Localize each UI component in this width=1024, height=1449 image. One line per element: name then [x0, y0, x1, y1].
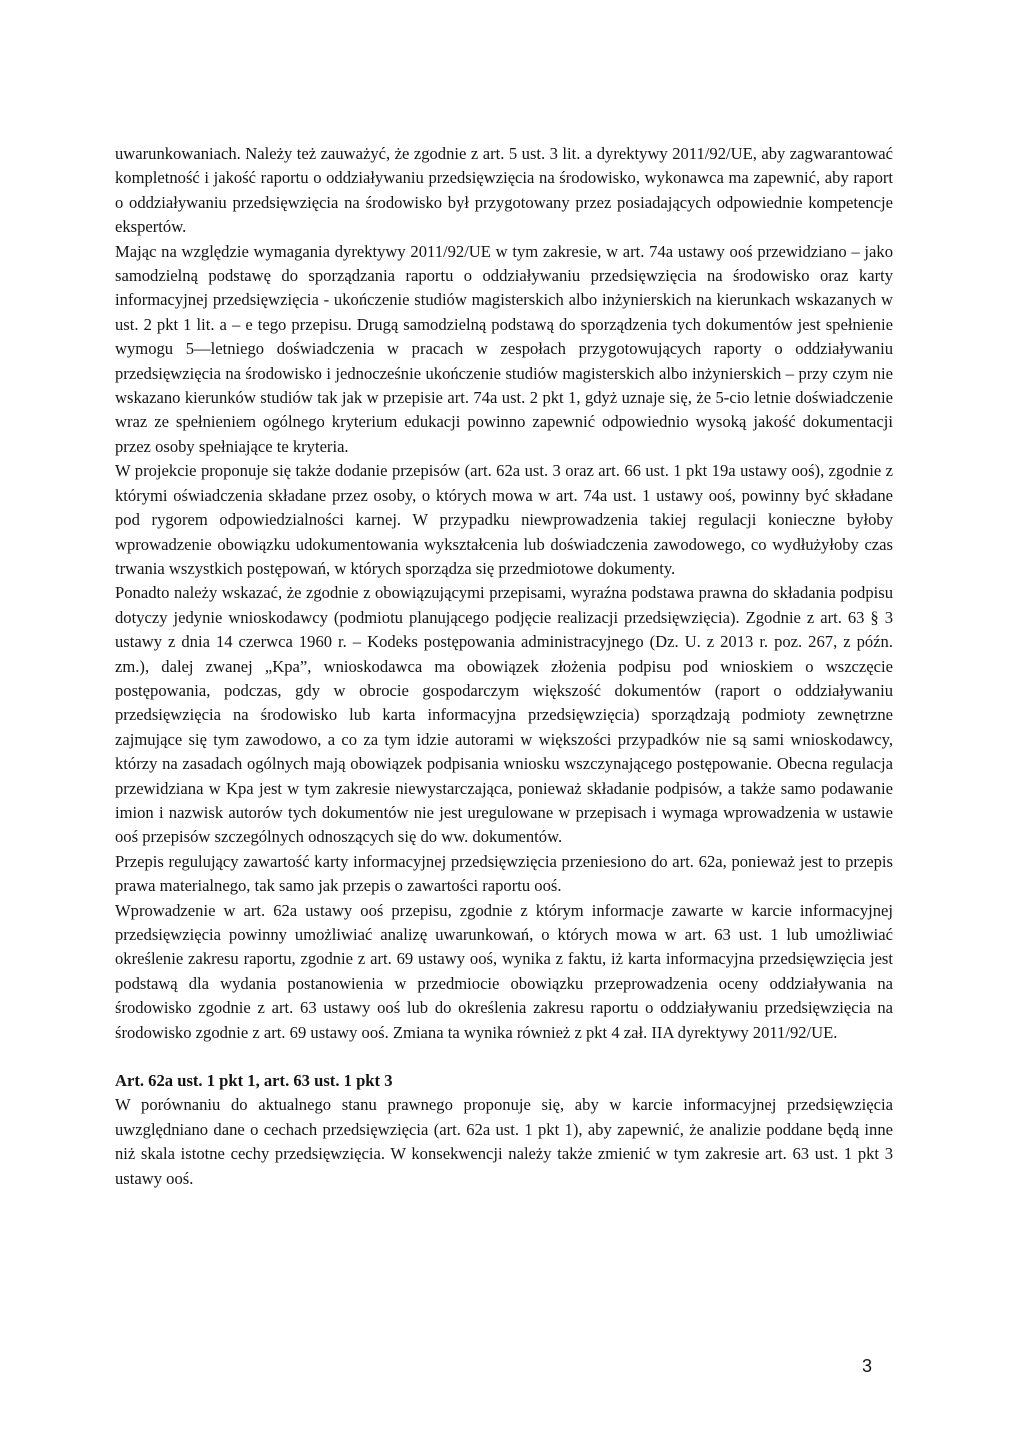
- page-number: 3: [862, 1356, 873, 1376]
- paragraph-4: Ponadto należy wskazać, że zgodnie z obowiązującymi przepisami, wyraźna podstawa prawna do składania podpisu dotyczy jedynie wnioskodawcy (podmiotu planującego podjęcie realizacji przedsięwzięcia). Zgodnie z art. 63 § 3 ustawy z dnia 14 czerwca 1960 r. – Kodeks postępowania administracyjnego (Dz. U. z 2013 r. poz. 267, z późn. zm.), dalej zwanej „Kpa”, wnioskodawca ma obowiązek złożenia podpisu pod wnioskiem o wszczęcie postępowania, podczas, gdy w obrocie gospodarczym większość dokumentów (raport o oddziaływaniu przedsięwzięcia na środowisko lub karta informacyjna przedsięwzięcia) sporządzają podmioty zewnętrzne zajmujące się tym zawodowo, a co za tym idzie autorami w większości przypadków nie są sami wnioskodawcy, którzy na zasadach ogólnych mają obowiązek podpisania wniosku wszczynającego postępowanie. Obecna regulacja przewidziana w Kpa jest w tym zakresie niewystarczająca, ponieważ składanie podpisów, a także samo podawanie imion i nazwisk autorów tych dokumentów nie jest uregulowane w przepisach i wymaga wprowadzenia w ustawie ooś przepisów szczególnych odnoszących się do ww. dokumentów.: [115, 583, 893, 847]
- paragraph-5: Przepis regulujący zawartość karty informacyjnej przedsięwzięcia przeniesiono do art. 62a, ponieważ jest to przepis prawa materialnego, tak samo jak przepis o zawartości raportu ooś.: [115, 851, 893, 896]
- section-spacer: [115, 1045, 893, 1069]
- document-body: [115, 142, 893, 1191]
- paragraph-1: uwarunkowaniach. Należy też zauważyć, że zgodnie z art. 5 ust. 3 lit. a dyrektywy 2011/92/UE, aby zagwarantować kompletność i jakość raportu o oddziaływaniu przedsięwzięcia na środowisko, wykonawca ma zapewnić, aby raport o oddziaływaniu przedsięwzięcia na środowisko był przygotowany przez posiadających odpowiednie kompetencje ekspertów.: [115, 144, 893, 237]
- section-paragraph: W porównaniu do aktualnego stanu prawnego proponuje się, aby w karcie informacyjnej przedsięwzięcia uwzględniano dane o cechach przedsięwzięcia (art. 62a ust. 1 pkt 1), aby zapewnić, że analizie poddane będą inne niż skala istotne cechy przedsięwzięcia. W konsekwencji należy także zmienić w tym zakresie art. 63 ust. 1 pkt 3 ustawy ooś.: [115, 1095, 893, 1188]
- paragraph-6: Wprowadzenie w art. 62a ustawy ooś przepisu, zgodnie z którym informacje zawarte w karcie informacyjnej przedsięwzięcia powinny umożliwiać analizę uwarunkowań, o których mowa w art. 63 ust. 1 lub umożliwiać określenie zakresu raportu, zgodnie z art. 69 ustawy ooś, wynika z faktu, iż karta informacyjna przedsięwzięcia jest podstawą dla wydania postanowienia w przedmiocie obowiązku przeprowadzenia oceny oddziaływania na środowisko zgodnie z art. 63 ustawy ooś lub do określenia zakresu raportu o oddziaływaniu przedsięwzięcia na środowisko zgodnie z art. 69 ustawy ooś. Zmiana ta wynika również z pkt 4 zał. IIA dyrektywy 2011/92/UE.: [115, 900, 893, 1042]
- paragraph-2: Mając na względzie wymagania dyrektywy 2011/92/UE w tym zakresie, w art. 74a ustawy ooś przewidziano – jako samodzielną podstawę do sporządzania raportu o oddziaływaniu przedsięwzięcia na środowisko oraz karty informacyjnej przedsięwzięcia - ukończenie studiów magisterskich albo inżynierskich na kierunkach wskazanych w ust. 2 pkt 1 lit. a – e tego przepisu. Drugą samodzielną podstawą do sporządzenia tych dokumentów jest spełnienie wymogu 5—letniego doświadczenia w pracach w zespołach przygotowujących raporty o oddziaływaniu przedsięwzięcia na środowisko i jednocześnie ukończenie studiów magisterskich albo inżynierskich – przy czym nie wskazano kierunków studiów tak jak w przepisie art. 74a ust. 2 pkt 1, gdyż uznaje się, że 5-cio letnie doświadczenie wraz ze spełnieniem ogólnego kryterium edukacji powinno zapewnić odpowiednio wysoką jakość dokumentacji przez osoby spełniające te kryteria.: [115, 241, 893, 456]
- section-heading: Art. 62a ust. 1 pkt 1, art. 63 ust. 1 pkt 3: [115, 1071, 393, 1091]
- paragraph-3: W projekcie proponuje się także dodanie przepisów (art. 62a ust. 3 oraz art. 66 ust. 1 pkt 19a ustawy ooś), zgodnie z którymi oświadczenia składane przez osoby, o których mowa w art. 74a ust. 1 ustawy ooś, powinny być składane pod rygorem odpowiedzialności karnej. W przypadku niewprowadzenia takiej regulacji konieczne byłoby wprowadzenie obowiązku udokumentowania wykształcenia lub doświadczenia zawodowego, co wydłużyłoby czas trwania wszystkich postępowań, w których sporządza się przedmiotowe dokumenty.: [115, 461, 893, 578]
